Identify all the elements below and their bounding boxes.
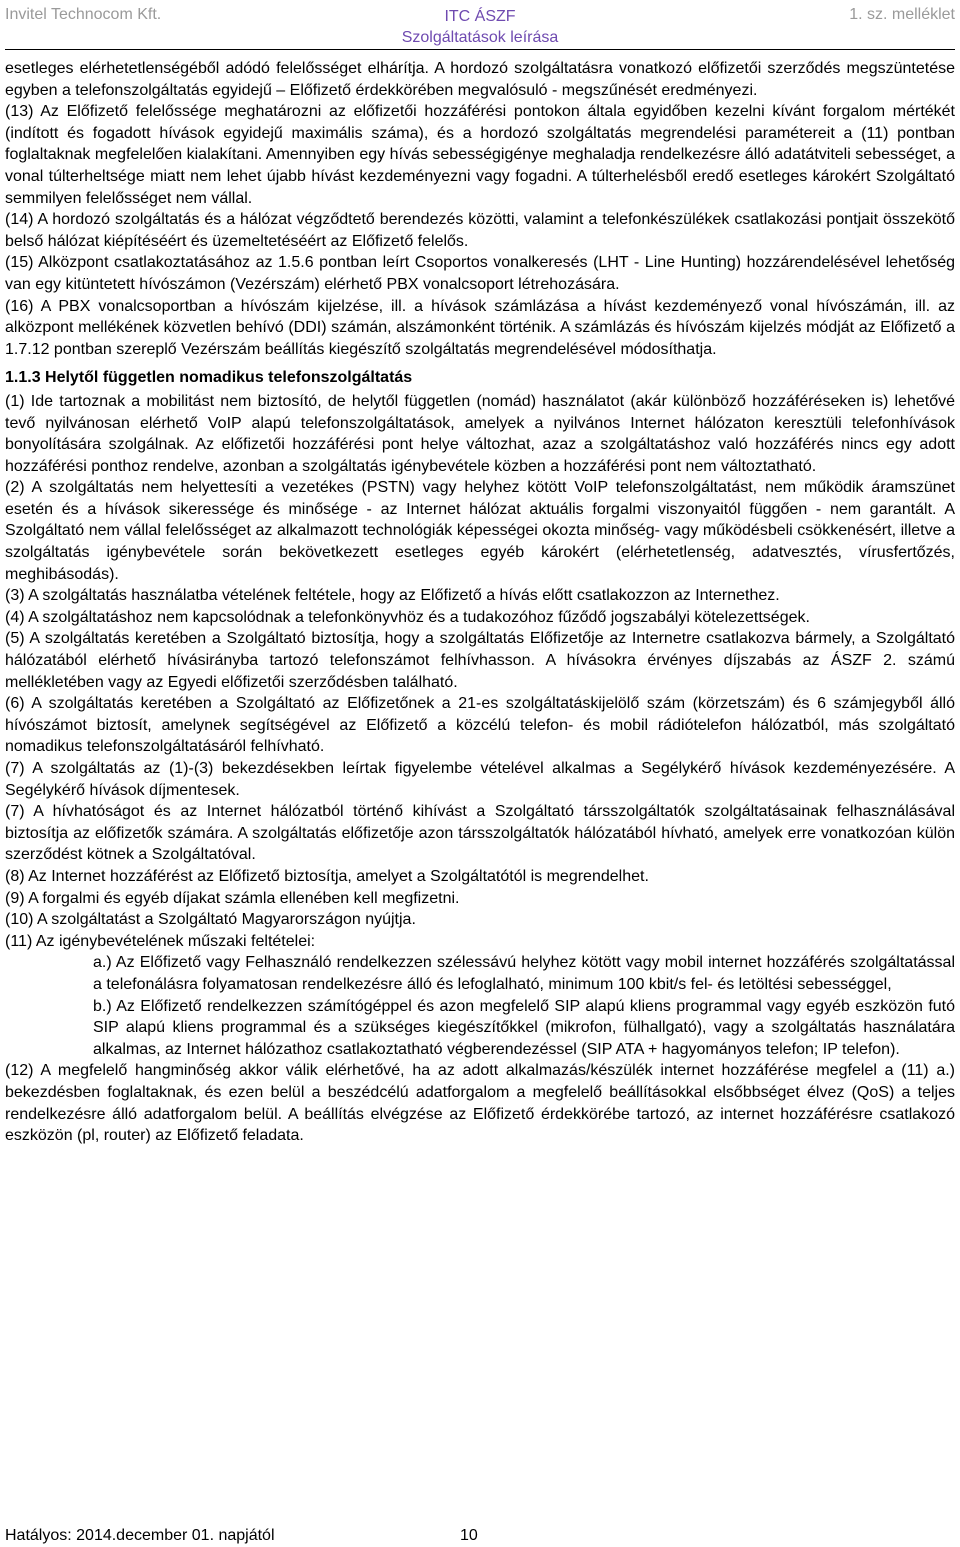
paragraph: (16) A PBX vonalcsoportban a hívószám kijelzése, ill. a hívások számlázása a hívást kezdeményező vonal hívószámán, ill. az alközpont mellékének közvetlen behívó (DDI) számán, alszámonként történik. A számlázás és hívószám kijelzés módját az Előfizető a 1.7.12 pontban szereplő Vezérszám beállítás kiegészítő szolgáltatás megrendelésével módosíthatja. <box>5 297 955 358</box>
paragraph: (8) Az Internet hozzáférést az Előfizető biztosítja, amelyet a Szolgáltatótól is megrendelhet. <box>5 867 649 885</box>
paragraph: (10) A szolgáltatást a Szolgáltató Magyarországon nyújtja. <box>5 911 416 929</box>
paragraph: (4) A szolgáltatáshoz nem kapcsolódnak a telefonkönyvhöz és a tudakozóhoz fűződő jogszabályi kötelezettségek. <box>5 608 810 626</box>
sub-item: b.) Az Előfizető rendelkezzen számítógéppel és azon megfelelő SIP alapú kliens programmal vagy egyéb eszközön futó SIP alapú kliens programmal és a szükséges kiegészítőkkel (mikrofon, fülhallgató), vagy a szolgáltatás használatára alkalmas, az Internet hálózathoz csatlakoztatható végberendezéssel (SIP ATA + hagyományos telefon; IP telefon). <box>93 997 955 1058</box>
sub-item: a.) Az Előfizető vagy Felhasználó rendelkezzen szélessávú helyhez kötött vagy mobil internet hozzáférés szolgáltatással a telefonálásra folyamatosan rendelkezésre álló és lefoglalható, minimum 100 kbit/s fel- és letöltési sebességgel, <box>93 954 955 993</box>
paragraph: (11) Az igénybevételének műszaki feltételei: <box>5 932 316 950</box>
document-title-block <box>5 6 955 48</box>
paragraph: esetleges elérhetetlenségéből adódó felelősséget elhárítja. A hordozó szolgáltatásra vonatkozó előfizetői szerződés megszüntetése egyben a telefonszolgáltatás egyidejű – Előfizető érdekkörében megvalósuló - megszűnését eredményezi. <box>5 60 955 99</box>
document-title: ITC ÁSZF <box>444 8 516 25</box>
paragraph: (1) Ide tartoznak a mobilitást nem biztosító, de helytől független (nomád) használatot (akár különböző hozzáféréseken is) lehetővé tevő nyilvánosan elérhető VoIP alapú telefonszolgáltatások, amelyek a nyilvános Internet hálózaton keresztüli telefonhívások bonyolítására szolgálnak. Az előfizetői hozzáférési pont helye változhat, azaz a szolgáltatáshoz való hozzáférés nincs egy adott hozzáférési ponthoz rendelve, azonban a szolgáltatás igénybevétele közben a hozzáférési pont nem változtatható. <box>5 392 955 475</box>
paragraph: (9) A forgalmi és egyéb díjakat számla ellenében kell megfizetni. <box>5 889 460 907</box>
paragraph: (2) A szolgáltatás nem helyettesíti a vezetékes (PSTN) vagy helyhez kötött VoIP telefonszolgáltatást, nem működik áramszünet esetén és a hívások sikeressége és minősége - az Internet hálózat aktuális forgalmi viszonyaitól függően - nem garantált. A Szolgáltató nem vállal felelősséget az alkalmazott technológiák képességei okozta minőség- vagy működésbeli csökkenésért, illetve a szolgáltatás igénybevétele során bekövetkezett esetleges egyéb károkért (elérhetetlenség, adatvesztés, vírusfertőzés, meghibásodás). <box>5 479 955 583</box>
document-subtitle: Szolgáltatások leírása <box>401 29 559 46</box>
company-name: Invitel Technocom Kft. <box>5 6 162 23</box>
paragraph: (12) A megfelelő hangminőség akkor válik elérhetővé, ha az adott alkalmazás/készülék internet hozzáférése megfelel a (11) a.) bekezdésben foglaltaknak, és ezen belül a beszédcélú adatforgalom a megfelelő beállításokkal elsőbbséget élvez (QoS) a teljes rendelkezésre álló adatforgalom belül. A beállítás elvégzése az Előfizető érdekkörébe tartozó, az internet hozzáférésre csatlakozó eszközön (pl, router) az Előfizető feladata. <box>5 1062 955 1145</box>
paragraph: (7) A hívhatóságot és az Internet hálózatból történő kihívást a Szolgáltató társszolgáltatók szolgáltatásainak felhasználásával biztosítja az előfizetők számára. A szolgáltatás előfizetője azon társszolgáltatók hálózatából hívható, amelyek erre vonatkozóan külön szerződést kötnek a Szolgáltatóval. <box>5 803 955 864</box>
section-heading: 1.1.3 Helytől független nomadikus telefonszolgáltatás <box>5 369 413 387</box>
paragraph: (15) Alközpont csatlakoztatásához az 1.5.6 pontban leírt Csoportos vonalkeresés (LHT - Line Hunting) hozzárendelésével lehetőség van egy kitüntetett hívószámon (Vezérszám) elérhető PBX vonalcsoport létrehozására. <box>5 254 955 293</box>
annex-label: 1. sz. melléklet <box>849 6 955 23</box>
effective-date: Hatályos: 2014.december 01. napjától <box>5 1527 275 1544</box>
paragraph: (7) A szolgáltatás az (1)-(3) bekezdésekben leírtak figyelembe vételével alkalmas a Segélykérő hívások kezdeményezésére. A Segélykérő hívások díjmentesek. <box>5 760 955 799</box>
paragraph: (3) A szolgáltatás használatba vételének feltétele, hogy az Előfizető a hívás előtt csatlakozzon az Internethez. <box>5 587 780 605</box>
page-footer <box>5 1527 605 1545</box>
page-header <box>5 4 955 50</box>
header-divider <box>5 49 955 50</box>
paragraph: (14) A hordozó szolgáltatás és a hálózat végződtető berendezés közötti, valamint a telefonkészülékek csatlakozási pontjait összekötő belső hálózat kiépítéséért és üzemeltetéséért az Előfizető felelős. <box>5 211 955 250</box>
paragraph: (13) Az Előfizető felelőssége meghatározni az előfizetői hozzáférési pontokon általa egyidőben kezelni kívánt forgalom mértékét (indított és fogadott hívások egyidejű maximális száma), és a hordozó szolgáltatás megrendelési paramétereit a (11) pontban foglaltaknak megfelelően kialakítani. Amennyiben egy hívás sebességigénye meghaladja rendelkezésre álló adatátviteli sebességet, a vonal túlterheltsége miatt nem lehet újabb hívást kezdeményezni vagy fogadni. A túlterhelésből eredő esetleges károkért Szolgáltató semmilyen felelősséget nem vállal. <box>5 103 955 207</box>
document-body <box>5 58 955 1147</box>
paragraph: (6) A szolgáltatás keretében a Szolgáltató az Előfizetőnek a 21-es szolgáltatáskijelölő szám (körzetszám) és 6 számjegyből álló hívószámot biztosít, amelynek segítségével az Előfizető a közcélú telefon- és mobil rádiótelefon hálózatból, más szolgáltató nomadikus telefonszolgáltatásáról felhívható. <box>5 695 955 756</box>
page-number: 10 <box>460 1527 478 1544</box>
paragraph: (5) A szolgáltatás keretében a Szolgáltató biztosítja, hogy a szolgáltatás Előfizetője az Internetre csatlakozva bármely, a Szolgáltató hálózatából elérhető hívásirányba tartozó telefonszámot felhívhasson. A hívásokra érvényes díjszabás az ÁSZF 2. számú mellékletében vagy az Egyedi előfizetői szerződésben található. <box>5 630 955 691</box>
